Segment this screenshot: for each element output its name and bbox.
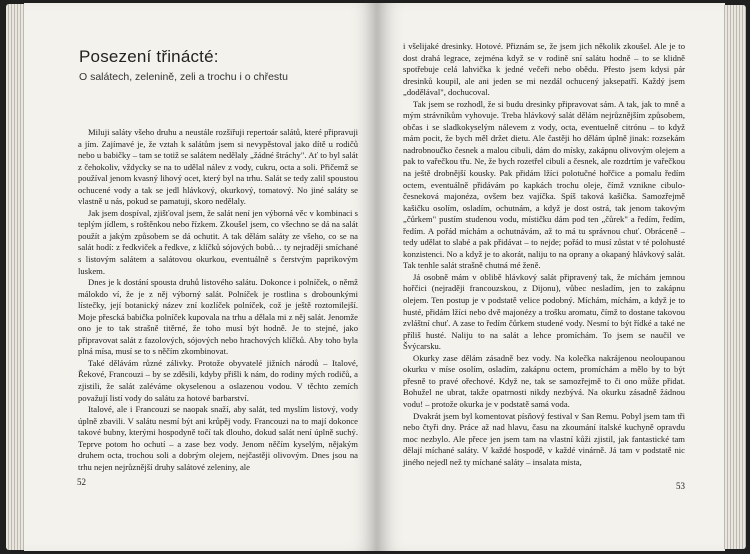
page-number-left: 52	[77, 477, 86, 487]
paragraph: Jak jsem dospíval, zjišťoval jsem, že salát není jen výborná věc v kombinaci s teplým jídlem, s roštěnkou nebo řízkem. Zkoušel jsem, co všechno se dá na salát použít a jakým způsobem se dá ochutit. A tak dělám saláty ze všeho, co se na salát hodí: z ředkviček a ředkve, z klíčků sójových bobů… ty nejraději smíchané s listovým salátem a salátovou okurkou, eventuálně s čerstvým paprikovým luskem.	[78, 207, 358, 276]
right-page	[377, 3, 725, 551]
chapter-subtitle: O salátech, zelenině, zeli a trochu i o chřestu	[79, 71, 288, 83]
page-number-right: 53	[676, 481, 685, 491]
paragraph: i všelijaké dresinky. Hotové. Přiznám se, že jsem jich několik zkoušel. Ale je to dost drahá legrace, zejména když se v rodině sní salátu hodně – to se klidně spotřebuje celá lahvička k jedné večeři nebo obědu. Přesto jsem kdysi pár dresinků koupil, ale ani jeden se mi nezdál ochucený jaksepatří. Každý jsem „dodělával", dochucoval.	[403, 41, 685, 98]
left-page-text	[78, 127, 358, 473]
paragraph: Já osobně mám v oblibě hlávkový salát připravený tak, že míchám jemnou hořčici (nejraději francouzskou, z Dijonu), vůbec nesladím, jen to zakápnu olejem. Ten postup je v podstatě velice podobný. Míchám, míchám, a když je to husté, přidám lžíci nebo dvě majonézy a trošku aromatu, čímž to dostane takovou zvláštní chuť. A zase to ředím čůrkem studené vody. Nesmí to být řídké a také ne příliš husté. Naliju to na salát a lehce promíchám. To jsem se naučil ve Švýcarsku.	[403, 271, 685, 352]
left-page-edges	[6, 4, 26, 550]
paragraph: Okurky zase dělám zásadně bez vody. Na kolečka nakrájenou neoloupanou okurku v míse osolím, osladím, zakápnu octem, promíchám a mělo by to být přesně to pravé ořechové. Když ne, tak se samozřejmě to či ono může přidat. Bohužel ne ubrat, takže opatrnosti nikdy nezbývá. Na okurku zásadně žádnou vodu! – protože okurka je v podstatě samá voda.	[403, 352, 685, 409]
right-page-text	[403, 41, 685, 468]
paragraph: Dnes je k dostání spousta druhů listového salátu. Dokonce i polníček, o němž málokdo ví, že je z něj výborný salát. Polníček je rostlina s drobounkými lístečky, její botanický název zní kozlíček polníček, což je ještě roztomilejší. Moje přescká babička polníček kupovala na trhu a dělala mi z něj salát. Jenomže ono je to tak strašně titěrné, že toho musí být hodně. Je to stejné, jako připravovat salát z fazolových, sójových nebo hrachových klíčků. Aby toho byla plná mísa, musí se to s něčím zkombinovat.	[78, 277, 358, 357]
right-page-edges	[724, 5, 746, 549]
chapter-title: Posezení třinácté:	[79, 47, 219, 66]
paragraph: Miluji saláty všeho druhu a neustále rozšiřuji repertoár salátů, které připravuji a jím. Zajímavé je, že vztah k salátům jsem si nevypěstoval jako dítě u rodičů nebo u babičky – tam se totiž se salátem nedělaly „žádné štráchy". Ať to byl salát z čehokoliv, vždycky se na to udělal nálev z vody, cukru, octa a soli. Přičemž se používal jenom kvasný lihový ocet, který byl na trhu. Salát se tedy zalil spoustou ochucené vody a tak se jedl hlávkový, okurkový, tomatový. No jiné saláty se vlastně u nás, pokud se pamatuji, skoro nedělaly.	[78, 127, 358, 207]
paragraph: Italové, ale i Francouzi se naopak snaží, aby salát, ted myslím listový, vody úplně zbavili. V salátu nesmí být ani krůpěj vody. Francouzi na to mají dokonce takové bubny, kterými hospodyně točí tak dlouho, dokud salát není úplně suchý. Teprve potom ho ochutí – a zase bez vody. Jenom něčím kyselým, nějakým druhem octa, trochou soli a dobrým olejem, nejčastěji olivovým. Dnes jsou na trhu nejen nejrůznější druhy salátové zeleniny, ale	[78, 404, 358, 472]
left-page	[24, 3, 377, 551]
paragraph: Dvakrát jsem byl komentovat písňový festival v San Remu. Pobyl jsem tam tři nebo čtyři dny. Práce až nad hlavu, času na zkoumání italské kuchyně opravdu moc nezbylo. Ale přece jen jsem tam na vlastní kůži zjistil, jak fantastické tam dělají míchané saláty. V každé hospodě, v každé vinárně. Já tam v podstatě nic jiného nejedl než ty míchané saláty – insalata mista,	[403, 410, 685, 467]
paragraph: Také dělávám různé zálivky. Protože obyvatelé jižních národů – Italové, Řekové, Francouzi – by se zděsili, kdyby přišli k nám, do rodiny mých rodičů, a zjistili, že salát zaléváme okyselenou a oslazenou vodou. V těchto zemích považují listí vody do salátu za hotové barbarství.	[78, 357, 358, 403]
paragraph: Tak jsem se rozhodl, že si budu dresinky připravovat sám. A tak, jak to mně a mým strávníkům vyhovuje. Treba hlávkový salát dělám nejrůznějším způsobem, občas i se sladkokyselým nálevem z vody, octa, eventuelně citrónu – to když mám pocit, že bych měl držet dietu. Ale častěji ho dělám úplně jinak: rozsekám nadrobnoučko česnek a malou cibuli, dám do mísky, zakápnu olivovým olejem a pak to vařečkou třu. Ne, že bych rozetřel cibuli a česnek, ale rozdrtím je vařečkou na ještě drobnější kousky. Pak přidám lžíci polotučné hořčice a pomalu ředím octem, eventuálně přidávám po kapkách trochu oleje, čímž vznikne cibulo-česneková majonéza, ovšem bez vajíčka. Spíš taková kašička. Samozřejmě kašičku osolím, osladím, ochutnám, a když je dost ostrá, tak jenom takovým „čůrkem" pustím studenou vodu, místičku dám pod ten „čůrek" a ředím, ředím, ředím. A pořád míchám a ochutnávám, až to má tu správnou chuť. Obráceně – tedy udělat to slabé a pak přidávat – to nejde; pořád to musí zůstat v té polohusté konzistenci. No a když je to akorát, naliju to na oprany a okapaný hlávkový salát. Tak tenhle salát strašně chutná mé ženě.	[403, 98, 685, 271]
